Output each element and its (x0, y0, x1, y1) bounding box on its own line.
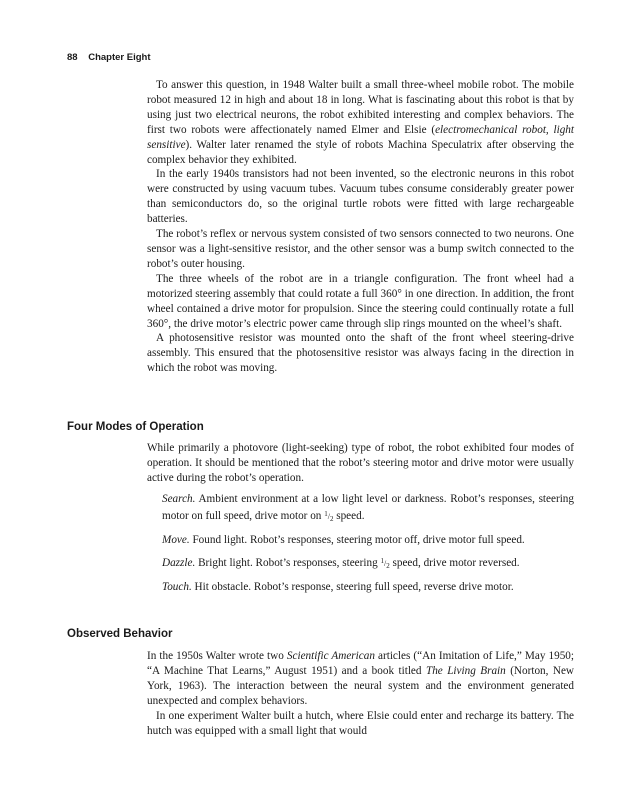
intro-paragraph-5: A photosensitive resistor was mounted onto the shaft of the front wheel steering-drive assembly. This ensured that the photosensitive resistor was always facing in the direction in which the robot was moving. (147, 332, 574, 375)
intro-paragraph-2: In the early 1940s transistors had not been invented, so the electronic neurons in this robot were constructed by using vacuum tubes. Vacuum tubes consume considerably greater power than semiconductors do, so the original turtle robots were fitted with large rechargeable batteries. (147, 168, 574, 226)
intro-paragraph-3: The robot’s reflex or nervous system consisted of two sensors connected to two neurons. One sensor was a light-sensitive resistor, and the other sensor was a bump switch connected to the robot’s outer housing. (147, 228, 574, 270)
intro-section (147, 78, 574, 376)
four-modes-intro: While primarily a photovore (light-seeking) type of robot, the robot exhibited four modes of operation. It should be mentioned that the robot’s steering motor and drive motor were usually active during the robot’s operation. (147, 442, 574, 484)
observed-paragraph-1: In the 1950s Walter wrote two Scientific American articles (“An Imitation of Life,” May 1950; “A Machine That Learns,” August 1951) and a book titled The Living Brain (Norton, New York, 1963). The interaction between the neural system and the environment generated unexpected and complex behaviors. (147, 650, 575, 707)
chapter-title: Chapter Eight (88, 52, 151, 63)
observed-behavior-heading: Observed Behavior (67, 628, 173, 640)
intro-paragraph-4: The three wheels of the robot are in a triangle configuration. The front wheel had a motorized steering assembly that could rotate a full 360° in one direction. In addition, the front wheel contained a drive motor for propulsion. Since the steering could continually rotate a full 360°, the drive motor’s electric power came through slip rings mounted on the wheel’s shaft. (147, 272, 574, 330)
four-modes-heading: Four Modes of Operation (67, 421, 204, 433)
page-number: 88 (67, 52, 78, 63)
intro-paragraph-1: To answer this question, in 1948 Walter built a small three-wheel mobile robot. The mobile robot measured 12 in high and about 18 in long. What is fascinating about this robot is that by using just two electrical neurons, the robot exhibited interesting and complex behaviors. The first two robots were affectionately named Elmer and Elsie (electromechanical robot, light sensitive). Walter later renamed the style of robots Machina Speculatrix after observing the complex behavior they exhibited. (147, 79, 575, 166)
observed-paragraph-2: In one experiment Walter built a hutch, where Elsie could enter and recharge its battery. The hutch was equipped with a small light that would (147, 709, 574, 737)
observed-section (147, 649, 574, 738)
running-head (67, 52, 151, 63)
fraction-half: $^1/_2$ (324, 509, 334, 523)
modes-list (162, 492, 574, 601)
mode-move: Move. Found light. Robot’s responses, steering motor off, drive motor full speed. (162, 533, 525, 546)
mode-search: Search. Ambient environment at a low light level or darkness. Robot’s responses, steering motor on full speed, drive motor on $^1/_2$ speed. (162, 493, 574, 523)
fraction-half: $^1/_2$ (380, 556, 390, 570)
mode-dazzle: Dazzle. Bright light. Robot’s responses, steering $^1/_2$ speed, drive motor reversed. (162, 556, 520, 570)
mode-touch: Touch. Hit obstacle. Robot’s response, steering full speed, reverse drive motor. (162, 580, 514, 593)
